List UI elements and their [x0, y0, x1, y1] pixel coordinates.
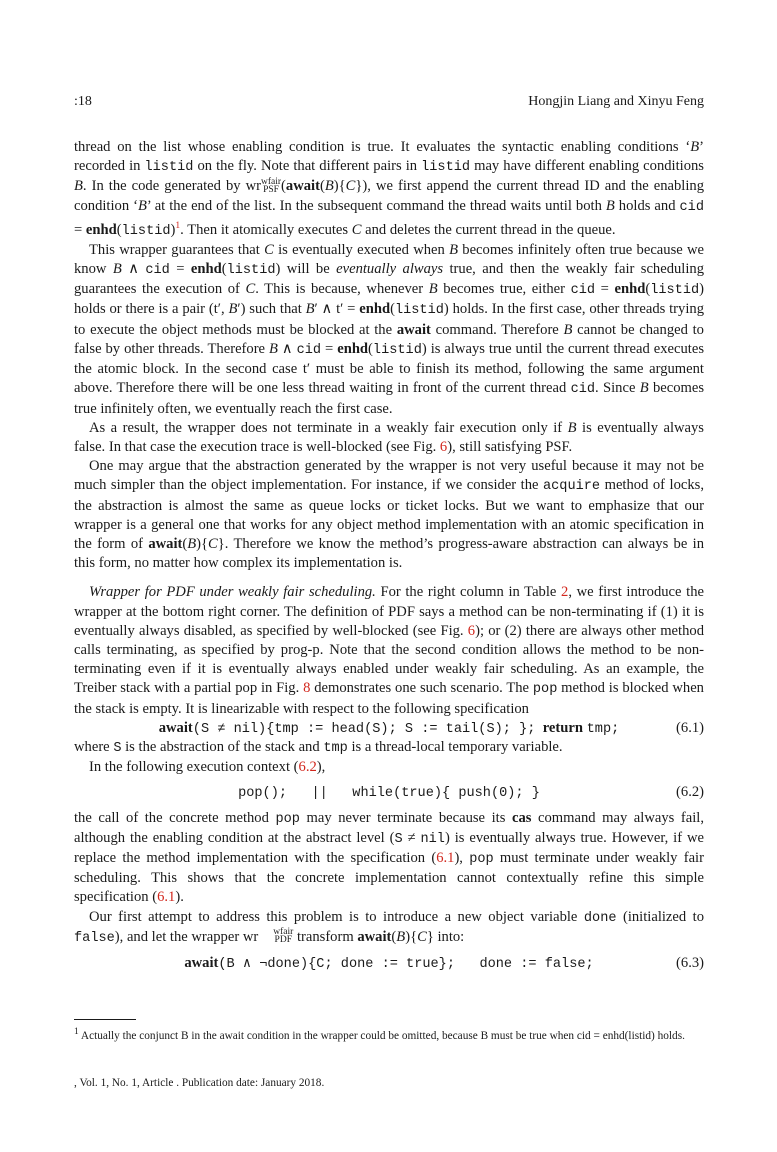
author-names: Hongjin Liang and Xinyu Feng: [528, 94, 704, 109]
paragraph: Our first attempt to address this problem is to introduce a new object variable done (initialized to false), and let the wrapper wr wfair PDF transform await(B){C} into:: [74, 908, 704, 946]
body-text: [74, 138, 704, 979]
equation-code: (B ∧ ¬done){C; done := true}; done := false;: [218, 956, 594, 972]
footnote-text: Actually the conjunct B in the await condition in the wrapper could be omitted, because B must be true when cid = enhd(listid) holds.: [80, 1029, 685, 1042]
equation-number: (6.3): [676, 954, 704, 971]
page-number: :18: [74, 94, 92, 109]
paragraph: thread on the list whose enabling condition is true. It evaluates the syntactic enabling conditions ‘B’ recorded in listid on the fly. Note that different pairs in listid may have different enabling conditions B. In the code generated by wr wfair PSF (await(B){C}), we first append the current thread ID and the enabling condition ‘B’ at the end of the list. In the subsequent command the thread waits until both B holds and cid = enhd(listid)$^1$. Then it atomically executes C and deletes the current thread in the queue.: [74, 139, 704, 239]
footnote-marker: 1: [74, 1027, 79, 1037]
equation-number: (6.1): [676, 719, 704, 736]
running-header: [74, 94, 704, 112]
footnote-rule: [74, 1019, 136, 1020]
paragraph: In the following execution context (6.2),: [89, 759, 326, 776]
equation-6-1: [74, 719, 704, 738]
equation-6-3: [74, 954, 704, 973]
paragraph: where S is the abstraction of the stack and tmp is a thread-local temporary variable.: [74, 738, 563, 756]
paragraph: One may argue that the abstraction generated by the wrapper is not very useful because it may not be much simpler than the object implementation. For instance, if we consider the acquire method of locks, the abstraction is almost the same as queue locks or ticket locks. But we want to emphasize that our wrapper is a general one that works for any object method implementation with an atomic specification in the form of await(B){C}. Therefore we know the method’s progress-aware abstraction can always be in this form, no matter how complex its implementation is.: [74, 458, 705, 572]
equation-number: (6.2): [676, 784, 704, 801]
paragraph: the call of the concrete method pop may never terminate because its cas command may always fail, although the enabling condition at the abstract level (S ≠ nil) is eventually always true. However, if we replace the method implementation with the specification (6.1), pop must terminate under weakly fair scheduling. This shows that the concrete implementation cannot contextually refine this simple specification (6.1).: [74, 809, 704, 906]
equation-6-2: [74, 783, 704, 802]
paragraph: This wrapper guarantees that C is eventually executed when B becomes infinitely often true because we know B ∧ cid = enhd(listid) will be eventually always true, and then the weakly fair scheduling guarantees the execution of C. This is because, whenever B becomes true, either cid = enhd(listid) holds or there is a pair (t′, B′) such that B′ ∧ t′ = enhd(listid) holds. In the first case, other threads trying to execute the object methods must be blocked at the await command. Therefore B cannot be changed to false by other threads. Therefore B ∧ cid = enhd(listid) is always true until the current thread executes the atomic block. In the second case t′ must be able to finish its method, following the same argument above. Therefore there will be one less thread waiting in front of the current thread cid. Since B becomes true infinitely often, we eventually reach the first case.: [74, 241, 705, 417]
footnote: [74, 1024, 704, 1044]
await-keyword: await: [184, 954, 219, 971]
paragraph: Wrapper for PDF under weakly fair scheduling. For the right column in Table 2, we first introduce the wrapper at the bottom right corner. The definition of PDF says a method can be non-terminating if (1) it is eventually always disabled, as specified by well-blocked (see Fig. 6); or (2) there are always other method calls terminating, as specified by prog-p. Note that the second condition allows the method to be non-terminating even if it is eventually always enabled under weakly fair scheduling. As an example, the Treiber stack with a partial pop in Fig. 8 demonstrates one such scenario. The pop method is blocked when the stack is empty. It is linearizable with respect to the following specification: [74, 584, 704, 717]
publication-footer: , Vol. 1, No. 1, Article . Publication date: January 2018.: [74, 1077, 325, 1089]
await-keyword: await: [158, 719, 193, 736]
paragraph: As a result, the wrapper does not terminate in a weakly fair execution only if B is eventually always false. In that case the execution trace is well-blocked (see Fig. 6), still satisfying PSF.: [74, 419, 704, 455]
equation-code: (S ≠ nil){tmp := head(S); S := tail(S); };: [192, 721, 536, 737]
return-keyword: return: [542, 719, 583, 736]
equation-code: tmp;: [586, 721, 620, 737]
equation-code: pop(); || while(true){ push(0); }: [238, 786, 540, 802]
